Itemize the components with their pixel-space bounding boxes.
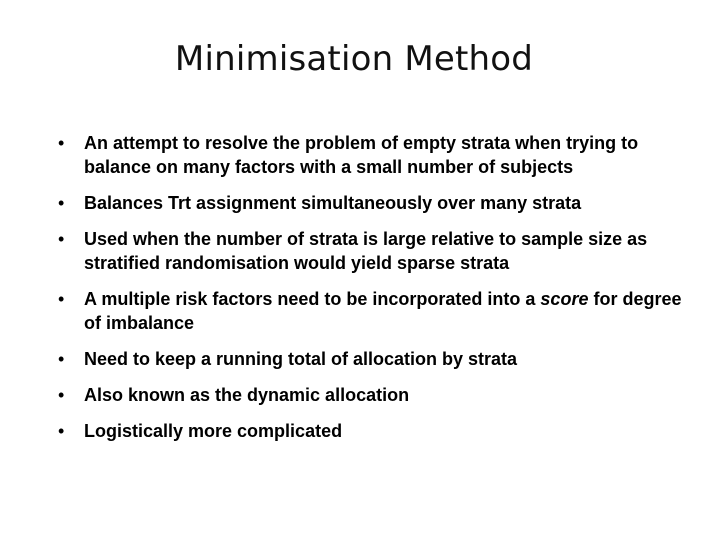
bullet-item bbox=[58, 383, 688, 407]
bullet-text: Used when the number of strata is large relative to sample size as stratified randomisation would yield sparse strata bbox=[84, 229, 648, 273]
bullet-dot-icon: • bbox=[58, 385, 65, 405]
bullet-dot-icon: • bbox=[58, 193, 65, 213]
bullet-item bbox=[58, 347, 688, 371]
bullet-text: An attempt to resolve the problem of empty strata when trying to balance on many factors with a small number of subjects bbox=[84, 133, 639, 177]
bullet-dot-icon: • bbox=[58, 349, 65, 369]
bullet-list bbox=[58, 131, 688, 455]
bullet-text: Need to keep a running total of allocation by strata bbox=[84, 349, 518, 369]
bullet-text: Also known as the dynamic allocation bbox=[84, 385, 410, 405]
bullet-text: Balances Trt assignment simultaneously over many strata bbox=[84, 193, 582, 213]
bullet-dot-icon: • bbox=[58, 421, 65, 441]
bullet-dot-icon: • bbox=[58, 229, 65, 249]
bullet-text bbox=[84, 289, 682, 333]
bullet-item bbox=[58, 287, 688, 335]
bullet-dot-icon: • bbox=[58, 133, 65, 153]
bullet-text-after: for degree of imbalance bbox=[84, 289, 682, 333]
bullet-item bbox=[58, 131, 688, 179]
bullet-text: Logistically more complicated bbox=[84, 421, 343, 441]
bullet-text-emphasis: score bbox=[540, 289, 589, 309]
bullet-dot-icon: • bbox=[58, 289, 65, 309]
slide-title: Minimisation Method bbox=[174, 39, 534, 79]
bullet-item bbox=[58, 191, 688, 215]
bullet-item bbox=[58, 227, 688, 275]
bullet-item bbox=[58, 419, 688, 443]
bullet-text-before: A multiple risk factors need to be incorporated into a bbox=[84, 289, 541, 309]
